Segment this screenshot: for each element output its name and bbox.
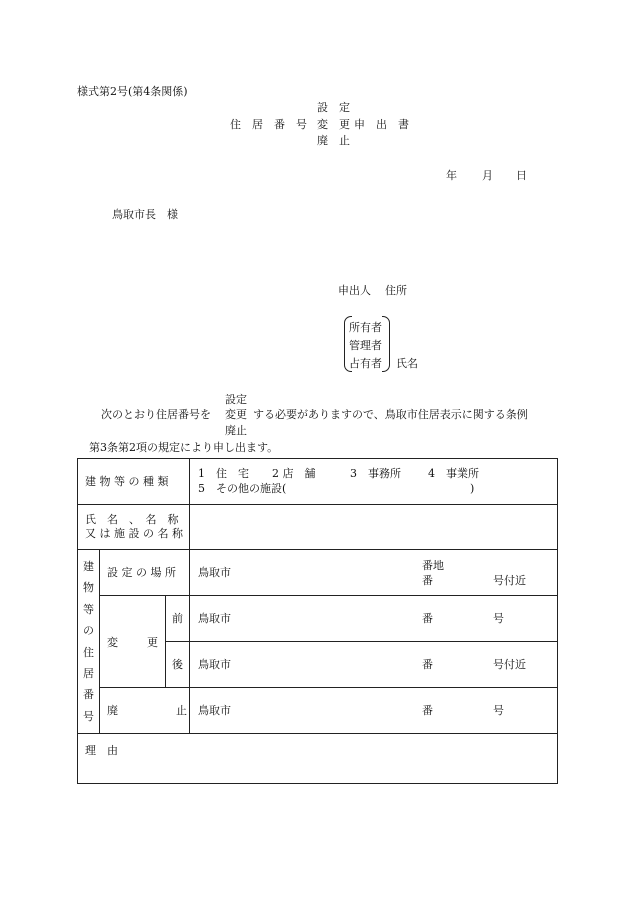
option-set: 設定 (225, 393, 247, 406)
name-label: 氏名 (396, 357, 418, 370)
after-label-cell (166, 642, 190, 688)
change-before-field[interactable] (190, 596, 558, 642)
application-table (77, 458, 558, 784)
abolish-field[interactable] (190, 688, 558, 734)
reason-cell[interactable] (78, 734, 558, 784)
role-manager: 管理者 (349, 339, 382, 352)
name-field[interactable] (190, 505, 558, 550)
applicant-label: 申出人 (338, 284, 371, 297)
after-label: 後 (172, 657, 184, 671)
role-occupant: 占有者 (349, 357, 382, 370)
body-line1-after: する必要がありますので、鳥取市住居表示に関する条例 (253, 408, 528, 421)
date-day: 日 (516, 169, 527, 182)
name-label-line2: 又 は 施 設 の 名 称 (85, 527, 183, 540)
setting-banchi: 番地 (422, 559, 445, 572)
side-char-1: 建 (83, 559, 94, 573)
option-change: 変更 (225, 408, 247, 421)
setting-city: 鳥取市 (198, 566, 232, 579)
side-char-8: 号 (83, 709, 94, 723)
before-label-cell (166, 596, 190, 642)
option-abolish: 廃止 (225, 424, 247, 437)
setting-label-cell (100, 550, 190, 596)
side-char-7: 番 (83, 688, 94, 702)
setting-label: 設 定 の 場 所 (107, 565, 176, 579)
body-line1-before: 次のとおり住居番号を (101, 408, 211, 421)
reason-label: 理 由 (85, 744, 118, 757)
title-suffix: 申 出 書 (354, 118, 409, 131)
after-city: 鳥取市 (198, 658, 232, 671)
form-number: 様式第2号(第4条関係) (77, 85, 188, 98)
side-char-3: 等 (83, 602, 94, 616)
abolish-label-left: 廃 (107, 704, 118, 717)
role-owner: 所有者 (349, 321, 382, 334)
before-label: 前 (172, 611, 184, 625)
before-go: 号 (493, 612, 505, 625)
title-option-change: 変 更 (317, 118, 350, 131)
change-label-left: 変 (107, 635, 118, 649)
side-char-6: 居 (83, 666, 94, 680)
title-prefix: 住 居 番 号 (230, 118, 307, 131)
before-city: 鳥取市 (198, 612, 232, 625)
after-ban: 番 (422, 658, 434, 671)
setting-ban: 番 (422, 574, 434, 587)
before-ban: 番 (422, 612, 434, 625)
row-abolish (78, 688, 558, 734)
building-type-label-cell (78, 459, 190, 505)
abolish-ban: 番 (422, 704, 434, 717)
row-change-before (78, 596, 558, 642)
date-year: 年 (446, 169, 457, 182)
building-type-options-cell[interactable] (190, 459, 558, 505)
side-char-4: の (83, 624, 94, 638)
side-char-2: 物 (83, 581, 94, 595)
row-building-type (78, 459, 558, 505)
setting-go-fukin: 号付近 (493, 574, 527, 587)
building-type-other: 5 その他の施設( (198, 482, 287, 495)
building-type-store: 2 店 舗 (272, 467, 316, 480)
after-go-fukin: 号付近 (493, 658, 527, 671)
change-label-cell (100, 596, 166, 688)
change-after-field[interactable] (190, 642, 558, 688)
abolish-city: 鳥取市 (198, 704, 232, 717)
title-option-abolish: 廃 止 (317, 134, 350, 147)
side-char-5: 住 (83, 645, 94, 659)
row-name (78, 505, 558, 550)
building-type-office: 3 事務所 (350, 467, 402, 480)
name-label-line1: 氏 名 、 名 称 (85, 513, 179, 527)
abolish-label-cell (100, 688, 190, 734)
body-line2: 第3条第2項の規定により申し出ます。 (89, 441, 279, 454)
address-label: 住所 (385, 284, 407, 297)
building-type-business: 4 事業所 (428, 467, 480, 480)
building-type-label: 建 物 等 の 種 類 (85, 474, 169, 488)
name-label-cell (78, 505, 190, 550)
side-label-cell (78, 550, 100, 734)
row-reason (78, 734, 558, 784)
change-label-right: 更 (147, 635, 158, 649)
abolish-label-right: 止 (176, 704, 187, 717)
building-type-other-close: ) (470, 482, 475, 495)
title-option-set: 設 定 (317, 101, 350, 114)
date-month: 月 (482, 169, 493, 182)
building-type-residence: 1 住 宅 (198, 467, 250, 480)
row-setting (78, 550, 558, 596)
addressee: 鳥取市長 様 (112, 208, 178, 221)
abolish-go: 号 (493, 704, 505, 717)
setting-location-field[interactable] (190, 550, 558, 596)
